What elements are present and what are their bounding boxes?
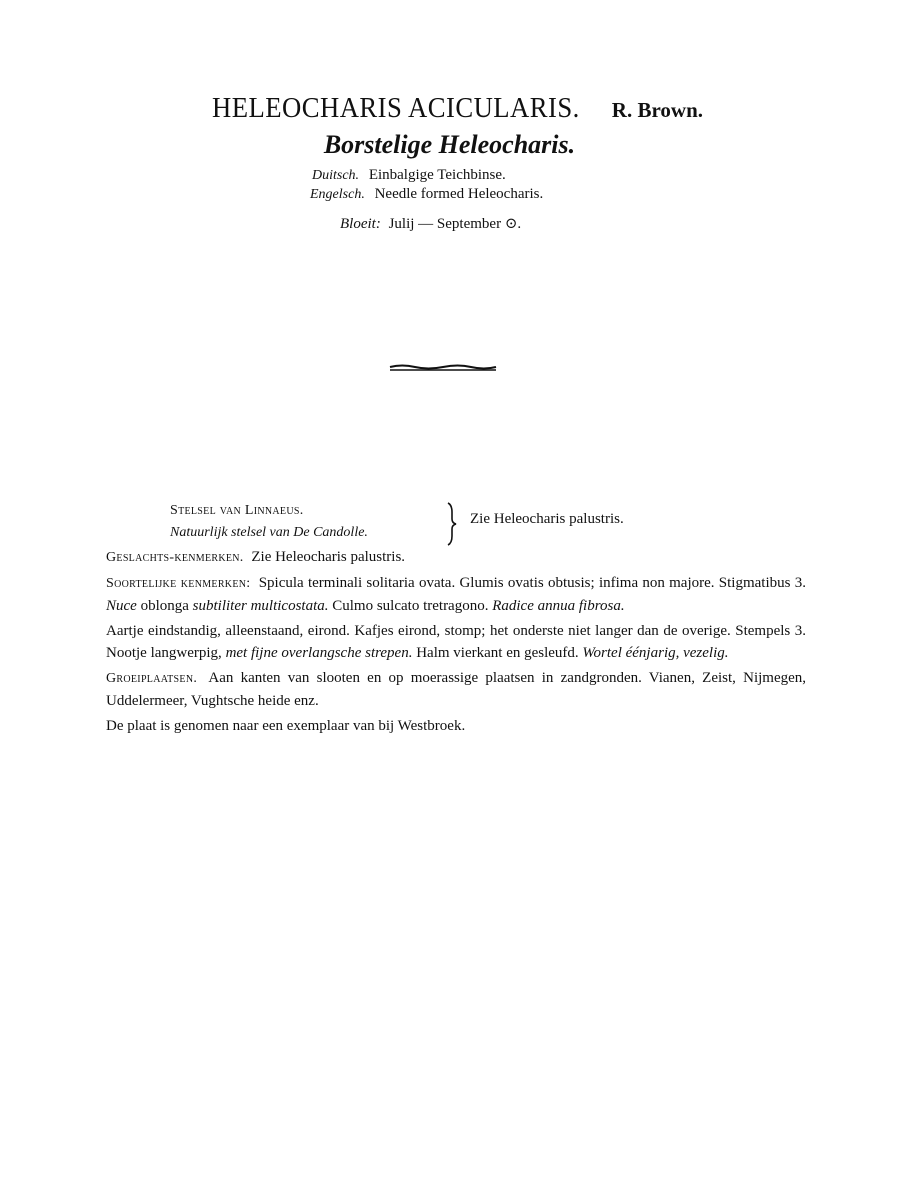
plate-note: De plaat is genomen naar een exemplaar van bij Westbroek. [106, 717, 466, 734]
latin-text-2: Nuce [106, 598, 137, 614]
english-name-row [310, 185, 543, 204]
species-author: R. Brown. [611, 98, 704, 122]
latin-text-4: subtiliter multicostata. [192, 598, 329, 614]
english-name: Needle formed Heleocharis. [374, 186, 544, 202]
vernacular-names [310, 166, 543, 204]
genus-text: Zie Heleocharis palustris. [251, 549, 406, 565]
german-name: Einbalgige Teichbinse. [368, 167, 506, 183]
latin-diagnosis [106, 572, 806, 618]
systems-reference: Zie Heleocharis palustris. [470, 511, 624, 527]
latin-text-3: oblonga [140, 598, 189, 614]
german-label: Duitsch. [312, 168, 360, 183]
flowering-period [340, 214, 521, 233]
species-title: HELEOCHARIS ACICULARIS. [211, 92, 580, 124]
dutch-text-2: met fijne overlangsche strepen. [225, 645, 413, 661]
ornamental-divider [388, 362, 498, 374]
flowering-value: Julij — September ⊙. [388, 216, 522, 232]
classification-systems [170, 500, 368, 544]
dutch-name: Borstelige Heleocharis. [323, 130, 576, 159]
habitat-text: Aan kanten van slooten en op moerassige plaatsen in zandgronden. Vianen, Zeist, Nijmegen, Uddelermeer, Vughtsche heide enz. [106, 669, 807, 709]
genus-heading: Geslachts-kenmerken. [106, 550, 244, 565]
candolle-system: Natuurlijk stelsel van De Candolle. [170, 525, 368, 540]
dutch-text-3: Halm vierkant en gesleufd. [416, 645, 579, 661]
genus-paragraph [106, 546, 806, 570]
latin-text-1: Spicula terminali solitaria ovata. Glumis ovatis obtusis; infima non majore. Stigmatibus 3. [258, 574, 806, 591]
dutch-description [106, 620, 806, 665]
dutch-text-4: Wortel éénjarig, vezelig. [582, 645, 729, 661]
brace-icon [444, 502, 458, 546]
title-line [0, 92, 899, 125]
habitat-heading: Groeiplaatsen. [106, 670, 198, 686]
habitat-paragraph [106, 667, 806, 713]
description-body [106, 546, 806, 737]
linnaeus-system: Stelsel van Linnaeus. [170, 503, 304, 518]
latin-text-6: Radice annua fibrosa. [492, 598, 625, 614]
german-name-row [310, 166, 543, 185]
latin-text-5: Culmo sulcato tretragono. [332, 598, 489, 614]
dutch-text-1: Aartje eindstandig, alleenstaand, eirond. Kafjes eirond, stomp; het onderste niet langer dan de overige. Stempels 3. Nootje langwerpig, [106, 622, 806, 661]
flowering-label: Bloeit: [340, 216, 381, 232]
species-heading: Soortelijke kenmerken: [106, 575, 251, 591]
english-label: Engelsch. [310, 187, 365, 202]
